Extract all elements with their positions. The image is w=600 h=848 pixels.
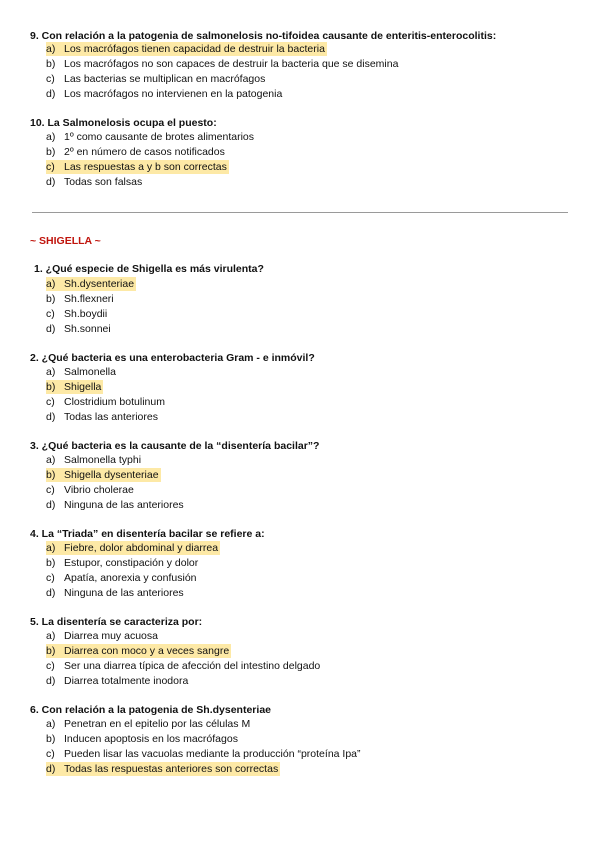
shigella-q1-option-c: c) Sh.boydii <box>46 308 108 320</box>
shigella-q6-option-a: a) Penetran en el epitelio por las células M <box>46 718 251 730</box>
shigella-q1-option-a: a) Sh.dysenteriae <box>46 278 135 290</box>
section-divider <box>32 212 568 213</box>
shigella-question-5-title: 5. La disentería se caracteriza por: <box>30 616 203 628</box>
shigella-q1-option-b: b) Sh.flexneri <box>46 293 114 305</box>
shigella-q2-option-a: a) Salmonella <box>46 366 116 378</box>
shigella-q3-option-b: b) Shigella dysenteriae <box>46 469 159 481</box>
shigella-question-3-title: 3. ¿Qué bacteria es la causante de la “disentería bacilar”? <box>30 440 320 452</box>
shigella-q1-option-d: d) Sh.sonnei <box>46 323 111 335</box>
question-10-title: 10. La Salmonelosis ocupa el puesto: <box>30 117 217 129</box>
shigella-q5-option-b: b) Diarrea con moco y a veces sangre <box>46 645 230 657</box>
shigella-q5-option-d: d) Diarrea totalmente inodora <box>46 675 189 687</box>
shigella-q4-option-c: c) Apatía, anorexia y confusión <box>46 572 197 584</box>
shigella-q3-option-a: a) Salmonella typhi <box>46 454 142 466</box>
shigella-question-4-title: 4. La “Triada” en disentería bacilar se refiere a: <box>30 528 265 540</box>
shigella-q2-option-d: d) Todas las anteriores <box>46 411 158 423</box>
question-9-option-c: c) Las bacterias se multiplican en macrófagos <box>46 73 266 85</box>
question-9-option-b: b) Los macrófagos no son capaces de destruir la bacteria que se disemina <box>46 58 399 70</box>
shigella-question-6-title: 6. Con relación a la patogenia de Sh.dysenteriae <box>30 704 271 716</box>
shigella-q5-option-a: a) Diarrea muy acuosa <box>46 630 158 642</box>
question-10-option-b: b) 2º en número de casos notificados <box>46 146 225 158</box>
shigella-q2-option-b: b) Shigella <box>46 381 102 393</box>
shigella-q5-option-c: c) Ser una diarrea típica de afección del intestino delgado <box>46 660 321 672</box>
question-9-option-a: a) Los macrófagos tienen capacidad de destruir la bacteria <box>46 43 325 55</box>
question-10-option-c: c) Las respuestas a y b son correctas <box>46 161 227 173</box>
shigella-q3-option-d: d) Ninguna de las anteriores <box>46 499 184 511</box>
shigella-q4-option-d: d) Ninguna de las anteriores <box>46 587 184 599</box>
shigella-question-1-title: 1. ¿Qué especie de Shigella es más virulenta? <box>34 263 264 275</box>
shigella-q4-option-b: b) Estupor, constipación y dolor <box>46 557 199 569</box>
question-9-option-d: d) Los macrófagos no intervienen en la patogenia <box>46 88 283 100</box>
shigella-q6-option-c: c) Pueden lisar las vacuolas mediante la producción “proteína Ipa” <box>46 748 361 760</box>
question-10-option-d: d) Todas son falsas <box>46 176 143 188</box>
shigella-q6-option-d: d) Todas las respuestas anteriores son correctas <box>46 763 279 775</box>
question-10-option-a: a) 1º como causante de brotes alimentarios <box>46 131 255 143</box>
shigella-q6-option-b: b) Inducen apoptosis en los macrófagos <box>46 733 238 745</box>
shigella-q4-option-a: a) Fiebre, dolor abdominal y diarrea <box>46 542 219 554</box>
shigella-question-2-title: 2. ¿Qué bacteria es una enterobacteria Gram - e inmóvil? <box>30 352 315 364</box>
shigella-q3-option-c: c) Vibrio cholerae <box>46 484 134 496</box>
section-title-shigella: ~ SHIGELLA ~ <box>30 235 101 247</box>
question-9-title: 9. Con relación a la patogenia de salmonelosis no-tifoidea causante de enteritis-enterocolitis: <box>30 30 497 42</box>
shigella-q2-option-c: c) Clostridium botulinum <box>46 396 165 408</box>
